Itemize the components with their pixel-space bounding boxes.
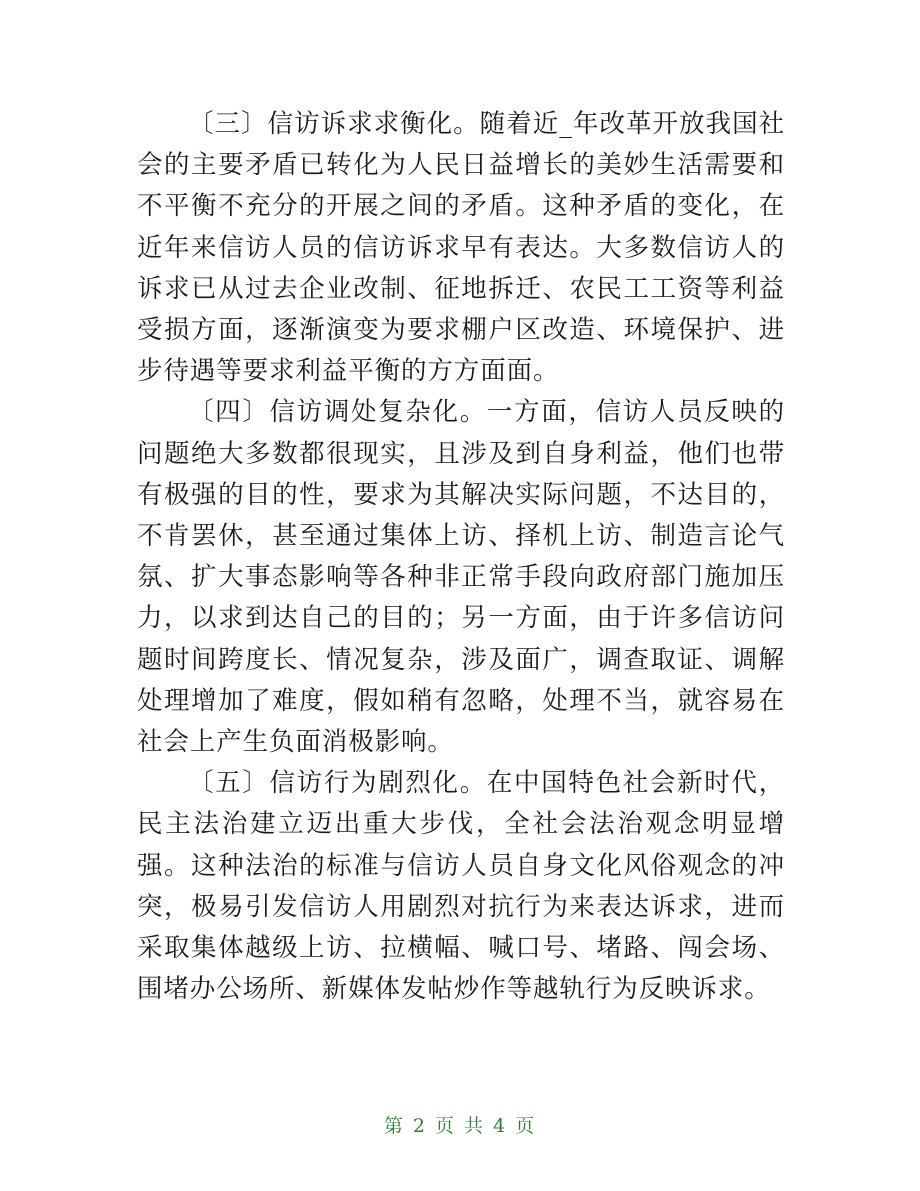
document-body [137,104,785,1010]
paragraph-section-4: 〔四〕信访调处复杂化。一方面，信访人员反映的问题绝大多数都很现实，且涉及到自身利益，他们也带有极强的目的性，要求为其解决实际问题，不达目的，不肯罢休，甚至通过集体上访、择机上访、制造言论气氛、扩大事态影响等各种非正常手段向政府部门施加压力，以求到达自己的目的；另一方面，由于许多信访问题时间跨度长、情况复杂，涉及面广，调查取证、调解处理增加了难度，假如稍有忽略，处理不当，就容易在社会上产生负面消极影响。 [137,397,785,758]
paragraph-section-3: 〔三〕信访诉求求衡化。随着近_年改革开放我国社会的主要矛盾已转化为人民日益增长的美妙生活需要和不平衡不充分的开展之间的矛盾。这种矛盾的变化，在近年来信访人员的信访诉求早有表达。大多数信访人的诉求已从过去企业改制、征地拆迁、农民工工资等利益受损方面，逐渐演变为要求棚户区改造、环境保护、进步待遇等要求利益平衡的方方面面。 [137,109,785,387]
page-number-footer: 第 2 页 共 4 页 [383,1115,537,1137]
paragraph-section-5: 〔五〕信访行为剧烈化。在中国特色社会新时代，民主法治建立迈出重大步伐，全社会法治观念明显增强。这种法治的标准与信访人员自身文化风俗观念的冲突，极易引发信访人用剧烈对抗行为来表达诉求，进而采取集体越级上访、拉横幅、喊口号、堵路、闯会场、围堵办公场所、新媒体发帖炒作等越轨行为反映诉求。 [137,768,785,1005]
